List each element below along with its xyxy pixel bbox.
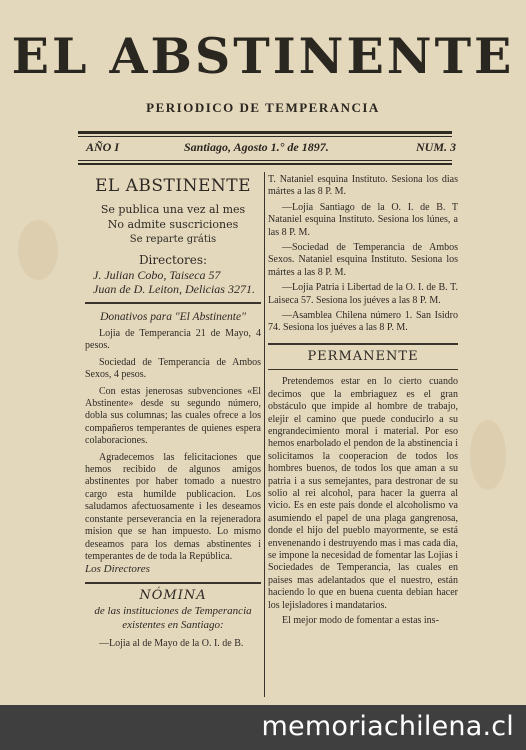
paragraph: Agradecemos las felicitaciones que hemos recibido de algunos amigos abstinentes por haber tomado a nuestro cargo esta humilde publicacion. Los saludamos afectuosamente i les deseamos constante perseverancia en la rejeneradora mision que se han impuesto. Lo mismo deseamos para los demas abstinentes i temperantes de de toda la República. <box>85 451 261 562</box>
header-rule-bottom <box>78 160 452 161</box>
nomina-item: —Lojia al de Mayo de la O. I. de B. <box>99 638 244 650</box>
column-divider <box>264 172 265 697</box>
section-divider <box>85 302 261 304</box>
header-rule-top <box>78 131 452 134</box>
nomina-subtitle: de las instituciones de Temperancia existentes en Santiago: <box>94 605 252 632</box>
permanente-title: PERMANENTE <box>307 348 419 364</box>
nomina-item: —Lojia Patria i Libertad de la O. I. de B. T. Laiseca 57. Sesiona los juéves a las 8 P. M. <box>268 282 458 306</box>
watermark-bar <box>0 705 526 750</box>
nomina-title: NÓMINA <box>139 587 207 603</box>
director-entry: J. Julian Cobo, Taiseca 57 <box>93 268 221 282</box>
paragraph: Pretendemos estar en lo cierto cuando decimos que la embriaguez es el gran obstáculo que impide al hombre de trabajo, elejir el camino que puede conducirlo a su engrandecimiento moral i material. Por eso hemos enarbolado el pendon de la abstinencia i solicitamos la cooperacion de todos los hombres buenos, de todos los que aman a su patria i a sus semejantes, para destronar de su solio al rei alcohol, para hacer la guerra al vicio. Es en este pais donde el alcoholismo va asumiendo el papel de una plaga gangrenosa, donde el hijo del pueblo mayormente, se está envenenando i destruyendo mas i mas cada dia, se impone la necesidad de fomentar las Lojias i Sociedades de Temperancia, las cuales en paises mas adelantados que el nuestro, están haciendo lo que en buena cuenta debian hacer los lejisladores i mandatarios. <box>268 376 458 611</box>
section-divider <box>268 343 458 345</box>
masthead-subtitle: PERIODICO DE TEMPERANCIA <box>146 100 380 115</box>
header-rule-bottom-thick <box>78 163 452 165</box>
directors-label: Directores: <box>138 253 208 267</box>
paper-stain <box>18 220 58 280</box>
publication-info: Se publica una vez al mes <box>100 203 246 216</box>
signature-line: Los Directores <box>85 563 150 576</box>
section-divider <box>85 582 261 584</box>
nomina-item: —Asamblea Chilena número 1. San Isidro 74. Sesiona los juéves a las 8 P. M. <box>268 310 458 334</box>
right-column <box>268 174 458 627</box>
section-divider <box>268 369 458 370</box>
header-rule-thin <box>78 136 452 137</box>
nomina-item: —Lojia Santiago de la O. I. de B. T Nataniel esquina Instituto. Sesiona los lúnes, a las 8 P. M. <box>268 201 458 238</box>
director-entry: Juan de D. Leiton, Delicias 3271. <box>93 282 255 296</box>
issue-number: NUM. 3 <box>415 140 456 154</box>
box-title: EL ABSTINENTE <box>95 176 251 196</box>
donation-entry: Sociedad de Temperancia de Ambos Sexos, 4 pesos. <box>85 356 261 381</box>
issue-year: AÑO I <box>86 140 120 154</box>
left-column <box>85 174 261 651</box>
masthead-title: EL ABSTINENTE <box>11 27 515 85</box>
nomina-item: —Sociedad de Temperancia de Ambos Sexos. Nataniel esquina Instituto. Sesiona los mártes a las 8 P. M. <box>268 242 458 278</box>
watermark-logo: memoriachilena.cl <box>261 711 514 742</box>
donation-entry: Lojia de Temperancia 21 de Mayo, 4 pesos. <box>85 328 261 352</box>
paper-stain <box>470 420 506 490</box>
paragraph: Con estas jenerosas subvenciones «El Abstinente» desde su segundo número, dobla sus columnas; las cuales ofrece a los compañeros temperantes de quienes espera colaboraciones. <box>85 385 261 447</box>
paragraph: El mejor modo de fomentar a estas ins- <box>282 615 439 626</box>
publication-info: No admite suscriciones <box>107 218 239 231</box>
nomina-item: T. Nataniel esquina Instituto. Sesiona los dias mártes a las 8 P. M. <box>268 174 458 198</box>
issue-dateline: Santiago, Agosto 1.° de 1897. <box>184 140 329 154</box>
issue-line <box>86 140 456 156</box>
donations-title: Donativos para "El Abstinente" <box>100 311 246 323</box>
publication-info: Se reparte grátis <box>129 234 217 245</box>
